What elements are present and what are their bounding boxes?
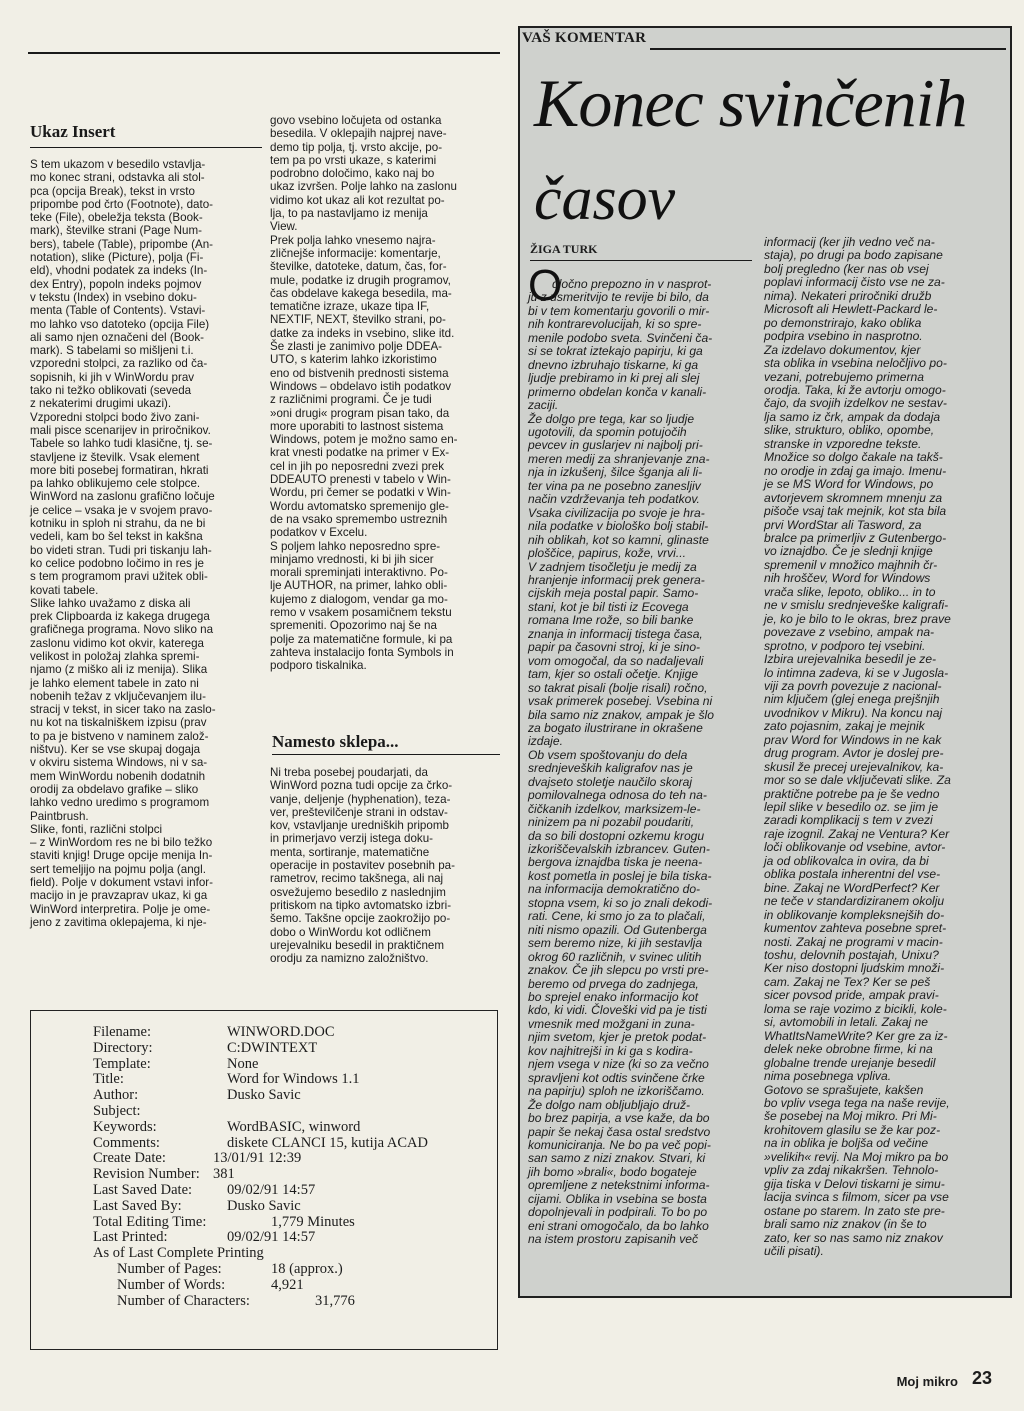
comment-column-2: informacij (ker jih vedno več na- staja), po drugi pa bodo zapisane bolj pregledno (ker nas ob vsej poplavi informacij čisto vse ne za- nima). Nekateri priročniki družb Microsoft ali Hewlett-Packard le- po demonstrirajo, kako oblika podpira vsebino in nasprotno. Za izdelavo dokumentov, kjer sta oblika in vsebina neločljivo po- vezani, potrebujemo primerna orodja. Taka, ki že avtorju omogo- čajo, da svojih izdelkov ne sestav- lja samo iz črk, ampak da dodaja slike, strukturo, obliko, opombe, stranske in vzporedne tekste. Množice so dolgo čakale na takš- no orodje in zdaj ga imajo. Imenu- je se MS Word for Windows, po avtorjevem skromnem mnenju za pišoče vsaj tak mejnik, kot sta bila prvi WordStar ali Tasword, za bralce pa primerljiv z Gutenbergo- vo iznajdbo. Če je slednji knjige spremenil v množico majhnih čr- nih hroščev, Word for Windows vrača slike, lepoto, obliko... in to ne v smislu srednjeveške kaligrafi- je, ko je bilo to le okras, brez prave povezave z vsebino, ampak na- sprotno, v podporo tej vsebini. Izbira urejevalnika besedil je ze- lo intimna zadeva, ki se v Jugosla- viji za povrh povezuje z nacional- nim ključem (glej enega prejšnjih uvodnikov v Mikru). Na koncu naj zato pojasnim, zakaj je mejnik prav Word for Windows in ne kak drug program. Avtor je doslej pre- skusil že precej urejevalnikov, ka- mor so se dale vključevati slike. Za praktične potrebe pa je še vedno lepil slike v besedilo oz. se jim je zaradi komplikacij s tem v zvezi raje izognil. Zakaj ne Ventura? Ker loči oblikovanje od vsebine, avtor- ja od oblikovalca in ovira, da bi oblika postala inherentni del vse- bine. Zakaj ne WordPerfect? Ker ne teče v standardiziranem okolju in oblikovanje kompleksnejših do- kumentov zahteva posebne spret- nosti. Zakaj ne programi v macin- toshu, delovnih postajah, Unixu? Ker niso dostopni ljudskim množi- cam. Zakaj ne Tex? Ker se peš sicer povsod pride, ampak pravi- loma se raje vozimo z bicikli, kole- si, avtomobili in letali. Zakaj ne WhatItsNameWrite? Ker gre za iz- delek neke obrobne firme, ki na globalne trende urejanje besedil nima posebnega vpliva. Gotovo se sprašujete, kakšen bo vpliv vsega tega na naše revije, še posebej na Moj mikro. Pri Mi- krohitovem glasilu se že kar poz- na in oblika je boljša od večine »velikih« revij. Na Moj mikro pa bo vpliv za zdaj nikakršen. Tehnolo- gija tiska v Delovi tiskarni je simu- lacija svinca s filmom, sicer pa vse ostane po starem. In zato ste pre- brali samo niz znakov (in še to zato, ker so nas samo niz znakov učili pisati). [764,235,951,1258]
comment-panel [518,26,1012,1298]
comment-column-1: dločno prepozno in v nasprot- ju z usmeritvijo te revije bi bilo, da bi v tem komentarju govorili o mir- nih kontrarevolucijah, ki so spre- menile podobo sveta. Svinčeni ča- si se tokrat iztekajo papirju, ki ga dnevno izbruhajo tiskarne, ki ga ljudje prebiramo in ki prej ali slej primerno obdelan konča v kanali- zaciji. Že dolgo pre tega, kar so ljudje ugotovili, da spomin potujočih pevcev in guslarjev ni najbolj pri- meren medij za shranjevanje zna- nja in izkušenj, šilce šganja ali li- ter vina pa ne posebno zanesljiv način vzdrževanja teh podatkov. Vsaka civilizacija po svoje je hra- nila podatke v biološko bolj stabil- nih oblikah, kot so kamni, glinaste ploščice, papirus, kože, vrvi... V zadnjem tisočletju je medij za hranjenje informacij prek genera- cijskih meja postal papir. Samo- stani, kot je bil tisti iz Ecovega romana Ime rože, so bili banke znanja in informacij tistega časa, papir pa časovni stroj, ki je sino- vom omogočal, da so nadaljevali tam, kjer so ostali očetje. Knjige so takrat pisali (bolje risali) ročno, vsak primerek posebej. Vsebina ni bila samo niz znakov, ampak je šlo za bogato ilustrirane in okrašene izdaje. Ob vsem spoštovanju do dela srednjeveških kaligrafov nas je dvajseto stoletje naučilo skoraj pomilovalnega odnosa do teh na- čičkanih izdelkov, marksizem-le- ninizem pa ni pozabil poudariti, da so bili dostopni ozkemu krogu izkoriščevalskih izbrancev. Guten- bergova iznajdba tiska je neena- kost pometla in poslej je bila tiska- na informacija demokratično do- stopna vsem, ki so jo znali dekodi- rati. Cene, ki smo jo za to plačali, niti nismo opazili. Od Gutenberga sem beremo nize, ki jih sestavlja okrog 60 različnih, v svinec ulitih znakov. Če jih slepcu po vrsti pre- beremo od prvega do zadnjega, bo sprejel enako informacijo kot kdo, ki vidi. Človeški vid pa je tisti vmesnik med možgani in zuna- njim svetom, kjer je pretok podat- kov najhitrejši in ki ga s kodira- njem vsega v nize (ki so za večno spravljeni kot odtis svinčene črke na papirju) sploh ne izkoriščamo. Že dolgo nam obljubljajo druž- bo brez papirja, a vse kaže, da bo papir še nekaj časa ostal sredstvo komuniciranja. Ne bo pa več popi- san samo z nizi znakov. Stvari, ki jih bomo »brali«, bodo bogateje opremljene z netekstnimi informa- cijami. Oblika in vsebina se bosta dopolnjevali in podpirali. To bo po eni strani omogočalo, da bo lahko na istem prostoru zapisanih več [528,277,714,1247]
file-info-label: Revision Number: [93,1166,200,1183]
top-rule [28,52,500,54]
file-info-value: None [227,1055,259,1072]
panel-tag: VAŠ KOMENTAR [522,30,650,47]
file-info-label: Last Saved By: [93,1197,182,1214]
file-info-label: Last Saved Date: [93,1182,193,1198]
file-info-label: Subject: [93,1103,141,1119]
comment-title-line2: časov [534,165,676,233]
file-info-label: Total Editing Time: [93,1213,207,1230]
file-info-value: 13/01/91 12:39 [213,1150,302,1167]
file-info-label: Last Printed: [93,1229,168,1246]
file-info-value: WINWORD.DOC [227,1024,335,1040]
file-info-value: 31,776 [315,1292,355,1309]
file-info-value: 4,921 [271,1276,304,1293]
file-info-box [30,1010,498,1350]
file-info-label: Create Date: [93,1150,166,1167]
file-info-label: Directory: [93,1039,153,1056]
file-info-value: C:DWINTEXT [227,1039,318,1056]
file-info-value: 381 [213,1166,235,1183]
magazine-name: Moj mikro [896,1374,958,1389]
file-info-label: Number of Characters: [117,1292,250,1309]
file-info-label: Number of Words: [117,1276,226,1293]
file-info-label: Comments: [93,1134,160,1151]
file-info-label: Template: [93,1055,151,1072]
file-info-value: diskete CLANCI 15, kutija ACAD [227,1134,428,1151]
file-info-value: WordBASIC, winword [227,1118,361,1135]
article-column-2-bottom: Ni treba posebej poudarjati, da WinWord pozna tudi opcije za črko- vanje, deljenje (hyphenation), teza- ver, preštevilčenje strani in odstav- kov, vstavljanje uredniških pripomb in primerjavo verzij istega doku- menta, sortiranje, matematične operacije in postavitev posebnih pa- rametrov, recimo takšnega, ali naj osvežujemo besedilo z naslednjim pritiskom na tipko avtomatsko izbri- šemo. Takšne opcije zaokrožijo po- dobo o WinWordu kot odličnem urejevalniku besedil in praktičnem orodju za namizno založništvo. [270,766,455,966]
author-rule [530,260,752,261]
dropcap: O [528,261,563,310]
file-info-label: Keywords: [93,1118,157,1135]
file-info-label: Number of Pages: [117,1261,222,1277]
file-info-value: 09/02/91 14:57 [227,1229,316,1246]
file-info-label: Filename: [93,1024,151,1040]
file-info-value: 18 (approx.) [271,1261,343,1277]
file-info-value: Dusko Savic [227,1087,301,1104]
page-number: 23 [971,1368,992,1388]
comment-title-line1: Konec svinčenih [534,65,967,141]
author-byline: ŽIGA TURK [530,242,598,256]
file-info-value: 1,779 Minutes [271,1213,355,1230]
section-heading-insert: Ukaz Insert [30,122,116,141]
heading2-rule [272,754,500,755]
file-info-value: 09/02/91 14:57 [227,1182,316,1198]
heading-rule [30,147,262,148]
file-info-label: Author: [93,1087,139,1104]
file-info-value: Word for Windows 1.1 [227,1071,360,1088]
file-info-label: As of Last Complete Printing [93,1245,264,1262]
panel-tag-rule [650,48,1006,50]
article-column-1: S tem ukazom v besedilo vstavlja- mo konec strani, odstavka ali stol- pca (opcija Break), tekst in vrsto pripombe pod črto (Footnote), dato- teke (File), obeležja teksta (Book- mark), številke strani (Page Num- bers), tabele (Table), pripombe (An- notation), slike (Picture), polja (Fi- eld), vhodni podatek za indeks (In- dex Entry), popoln indeks pojmov v tekstu (Index) in vsebino doku- menta (Table of Contents). Vstavi- mo lahko vso datoteko (opcija File) ali samo njen označeni del (Book- mark). S tabelami so mišljeni t.i. vzporedni stolpci, za razliko od ča- sopisnih, ki jih v WinWordu prav tako ni težko oblikovati (seveda z nekaterimi drugimi ukazi). Vzporedni stolpci bodo živo zani- mali pisce scenarijev in priročnikov. Tabele so lahko tudi klasične, tj. se- stavljene iz številk. Vsak element more biti posebej formatiran, hkrati pa lahko oblikujemo cele stolpce. WinWord na zaslonu grafično ločuje je celice – vsaka je v svojem pravo- kotniku in sploh ni strahu, da ne bi vedeli, kam bo šel tekst in kakšna bo videti stran. Tudi pri tiskanju lah- ko celice podobno ločimo in res je s tem programom pravi užitek obli- kovati tabele. Slike lahko uvažamo z diska ali prek Clipboarda iz kakega drugega grafičnega programa. Novo sliko na zaslonu vidimo kot okvir, katerega velikost in položaj zlahka spremi- njamo (z miško ali iz menija). Slika je lahko element tabele in zato ni nobenih težav z vključevanjem ilu- stracij v tekst, in sicer tako na zaslo- nu kot na tiskalniškem izpisu (prav to pa je bistveno v naminem založ- ništvu). Ker se vse skupaj dogaja v okviru sistema Windows, ni v sa- mem WinWordu nobenih dodatnih orodij za obdelavo grafike – sliko lahko vedno uredimo s programom Paintbrush. Slike, fonti, različni stolpci – z WinWordom res ne bi bilo težko staviti knjig! Druge opcije menija In- sert temeljijo na pojmu polja (angl. field). Polje v dokument vstavi infor- macijo in je pravzaprav ukaz, ki ga WinWord interpretira. Polje je ome- jeno z zavitima oklepajema, ki nje- [30,158,216,929]
file-info-label: Title: [93,1071,124,1088]
file-info-value: Dusko Savic [227,1197,301,1214]
article-column-2-top: govo vsebino ločujeta od ostanka besedila. V oklepajih najprej nave- demo tip polja, tj. vrsto akcije, po- tem pa po vrsti ukaze, s katerimi podrobno določimo, kako naj bo ukaz izvršen. Polje lahko na zaslonu vidimo kot ukaz ali kot rezultat po- lja, to pa nastavljamo iz menija View. Prek polja lahko vnesemo najra- zličnejše informacije: komentarje, številke, datoteke, datum, čas, for- mule, podatke iz drugih programov, čas obdelave kakega besedila, ma- tematične izraze, ukaze tipa IF, NEXTIF, NEXT, številko strani, po- datke za indeks in vsebino, slike itd. Še zlasti je zanimivo polje DDEA- UTO, s katerim lahko izkoristimo eno od bistvenih prednosti sistema Windows – obdelavo istih podatkov z različnimi programi. Če je tudi »oni drugi« program pisan tako, da more uporabiti to lastnost sistema Windows, potem je možno samo en- krat vnesti podatke na primer v Ex- cel in jih po neposredni zvezi prek DDEAUTO prenesti v tabelo v Win- Wordu, pri čemer se podatki v Win- Wordu avtomatsko spremenijo gle- de na vsako spremembo ustreznih podatkov v Excelu. S poljem lahko neposredno spre- minjamo vrednosti, ki bi jih sicer morali spreminjati interaktivno. Po- lje AUTHOR, na primer, lahko obli- kujemo z dialogom, vendar ga mo- remo v vsakem posamičnem tekstu spremeniti. Opozorimo naj še na polje za matematične formule, ki pa zahteva instalacijo fonta Symbols in podporo tiskalnika. [270,114,458,673]
section-heading-conclusion: Namesto sklepa... [272,732,399,751]
